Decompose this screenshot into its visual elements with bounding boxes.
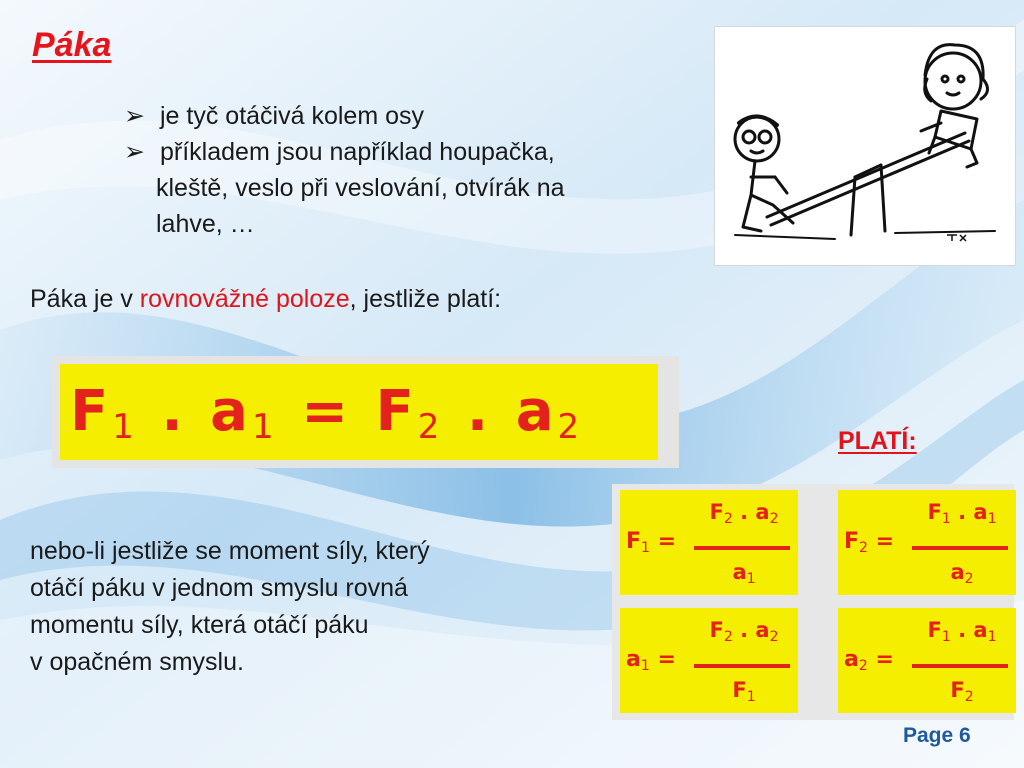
formula-symbol: F [70, 379, 113, 444]
bullet-continuation: lahve, … [156, 210, 255, 238]
statement-start: Páka je v [30, 285, 140, 313]
formula-numerator: $F_1$ . $a_1$ [927, 618, 997, 645]
main-formula [60, 364, 658, 460]
signature-icon [947, 235, 966, 241]
fraction-bar [912, 664, 1008, 668]
statement-highlight: rovnovážné poloze [139, 285, 350, 313]
description-line: v opačném smyslu. [30, 648, 244, 676]
fraction-bar [912, 546, 1008, 550]
formula-symbol: = F [277, 379, 418, 444]
bullet-text: je tyč otáčivá kolem osy [160, 102, 424, 130]
bullet-continuation: kleště, veslo při veslování, otvírák na [156, 174, 565, 202]
formula-numerator: $F_2$ . $a_2$ [709, 500, 779, 527]
arrow-bullet-icon: ➢ [124, 138, 145, 166]
formula-denominator: $a_2$ [950, 560, 974, 587]
formula-numerator: $F_2$ . $a_2$ [709, 618, 779, 645]
description-line: momentu síly, která otáčí páku [30, 611, 369, 639]
formula-box [838, 608, 1016, 713]
bullet-item [124, 98, 728, 134]
page-number: Page 6 [903, 724, 971, 747]
fraction-bar [694, 546, 790, 550]
arrow-bullet-icon: ➢ [124, 102, 145, 130]
formula-subscript: 1 [112, 407, 138, 447]
description-line: nebo-li jestliže se moment síly, který [30, 537, 430, 565]
equilibrium-statement [30, 285, 501, 314]
bullet-text: příkladem jsou například houpačka, [160, 138, 555, 166]
formula-numerator: $F_1$ . $a_1$ [927, 500, 997, 527]
description-line: otáčí páku v jednom smyslu rovná [30, 574, 408, 602]
fraction-bar [694, 664, 790, 668]
formula-subscript: 2 [557, 407, 584, 447]
formula-denominator: $F_2$ [950, 678, 974, 705]
formula-box [620, 608, 798, 713]
plati-heading: PLATÍ: [838, 427, 917, 455]
description-text [30, 533, 590, 681]
formula-box [620, 490, 798, 595]
formula-subscript: 1 [251, 407, 278, 447]
formula-lhs: $F_2$ = [844, 529, 895, 556]
bullet-list [124, 98, 728, 242]
formula-grid [612, 484, 1014, 720]
formula-subscript: 2 [417, 407, 444, 447]
formula-denominator: $F_1$ [732, 678, 756, 705]
statement-end: , jestliže platí: [349, 285, 502, 313]
formula-lhs: $F_1$ = [626, 529, 677, 556]
slide-title: Páka [32, 26, 112, 64]
seesaw-children-icon [715, 27, 1015, 265]
seesaw-illustration [714, 26, 1016, 266]
formula-denominator: $a_1$ [732, 560, 756, 587]
formula-symbol: . a [137, 379, 252, 444]
formula-lhs: $a_1$ = [626, 647, 676, 674]
main-formula-frame [52, 356, 679, 468]
bullet-item [124, 134, 728, 242]
formula-symbol: . a [443, 379, 558, 444]
formula-lhs: $a_2$ = [844, 647, 894, 674]
formula-box [838, 490, 1016, 595]
